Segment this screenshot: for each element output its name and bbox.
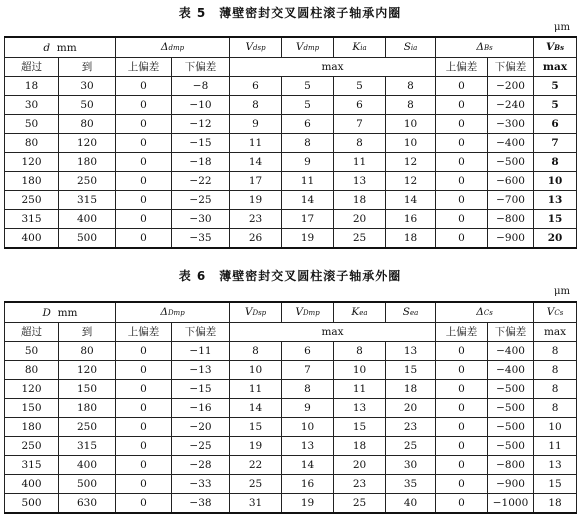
table6-lower-header: 下偏差 (172, 323, 230, 342)
table-row (5, 342, 577, 361)
table5-cell-to: 80 (59, 115, 116, 134)
table6-cell-s: 25 (386, 437, 436, 456)
table5-cell-s: 16 (386, 210, 436, 229)
table-row (5, 115, 577, 134)
table6-cell-v-mp: 10 (282, 418, 334, 437)
table5-cell-v-sp: 11 (230, 134, 282, 153)
table5-cell-lower-dev: −10 (172, 96, 230, 115)
table5-vdsp-header: Vdsp (230, 37, 282, 58)
table5-cell-upper-dev: 0 (116, 96, 172, 115)
table5-lower2-header: 下偏差 (488, 58, 534, 77)
table5-cell-s: 8 (386, 96, 436, 115)
table6-cell-lower-dev: −33 (172, 475, 230, 494)
table6-delta-Dmp-header: ΔDmp (116, 302, 230, 323)
table6-cell-lower-dev: −15 (172, 380, 230, 399)
table6-cell-over: 120 (5, 380, 59, 399)
table5-d-header: d mm (5, 37, 116, 58)
table6-cell-upper-dev: 0 (116, 361, 172, 380)
table6-cell-v-mp: 16 (282, 475, 334, 494)
table-row (5, 191, 577, 210)
table5-cell-v-mp: 17 (282, 210, 334, 229)
table5-cell-to: 500 (59, 229, 116, 249)
table6-cell-s: 23 (386, 418, 436, 437)
table6-cell-v-max: 15 (534, 475, 577, 494)
table6-delta-cs-header: ΔCs (436, 302, 534, 323)
table5-cell-to: 30 (59, 77, 116, 96)
table5-cell-s: 18 (386, 229, 436, 249)
table5-cell-over: 80 (5, 134, 59, 153)
table6-cell-v-sp: 25 (230, 475, 282, 494)
table5-sia-header: Sia (386, 37, 436, 58)
table6-vDsp-header: VDsp (230, 302, 282, 323)
table-row (5, 229, 577, 249)
table5-cell-lower-dev: −18 (172, 153, 230, 172)
table5-cell-k: 13 (334, 172, 386, 191)
table6-cell-to: 120 (59, 361, 116, 380)
table6-cell-upper-dev: 0 (116, 494, 172, 514)
table6-cell-lower-dev: −13 (172, 361, 230, 380)
table5-max-header: max (230, 58, 436, 77)
table6-cell-s: 40 (386, 494, 436, 514)
table6-cell-upper-dev: 0 (116, 380, 172, 399)
table6-cell-k: 18 (334, 437, 386, 456)
table6-kea-header: Kea (334, 302, 386, 323)
table6-cell-over: 180 (5, 418, 59, 437)
table5-cell-lower-dev2: −240 (488, 96, 534, 115)
table5-cell-k: 7 (334, 115, 386, 134)
table6-upper2-header: 上偏差 (436, 323, 488, 342)
table6-header-row1 (5, 302, 577, 323)
table6-cell-lower-dev2: −400 (488, 361, 534, 380)
table5-cell-upper-dev: 0 (116, 172, 172, 191)
table6-cell-upper-dev: 0 (116, 456, 172, 475)
table5-cell-upper-dev2: 0 (436, 172, 488, 191)
table5-cell-v-max: 20 (534, 229, 577, 249)
table6-cell-v-sp: 22 (230, 456, 282, 475)
table6-cell-v-max: 18 (534, 494, 577, 514)
table5-cell-over: 50 (5, 115, 59, 134)
table6-cell-v-mp: 8 (282, 380, 334, 399)
table5-body (5, 77, 577, 249)
table5-cell-upper-dev2: 0 (436, 210, 488, 229)
table6-cell-lower-dev2: −400 (488, 342, 534, 361)
table6-cell-v-max: 8 (534, 399, 577, 418)
table5-cell-v-sp: 17 (230, 172, 282, 191)
table5-cell-upper-dev: 0 (116, 210, 172, 229)
table5-cell-v-max: 7 (534, 134, 577, 153)
table5-cell-lower-dev: −30 (172, 210, 230, 229)
table6-cell-to: 630 (59, 494, 116, 514)
table5-cell-upper-dev: 0 (116, 134, 172, 153)
table6-lower2-header: 下偏差 (488, 323, 534, 342)
table6-sea-header: Sea (386, 302, 436, 323)
table5-cell-upper-dev: 0 (116, 153, 172, 172)
table5-title: 表 5 薄壁密封交叉圆柱滚子轴承内圈 (178, 6, 402, 20)
table6-cell-upper-dev2: 0 (436, 418, 488, 437)
table6-cell-s: 18 (386, 380, 436, 399)
table5-cell-k: 20 (334, 210, 386, 229)
table6-cell-s: 30 (386, 456, 436, 475)
table5-cell-upper-dev2: 0 (436, 77, 488, 96)
table6-cell-s: 35 (386, 475, 436, 494)
table5 (4, 36, 577, 249)
table6-cell-v-sp: 11 (230, 380, 282, 399)
table5-cell-s: 14 (386, 191, 436, 210)
table6-cell-v-max: 8 (534, 342, 577, 361)
table6-cell-v-max: 10 (534, 418, 577, 437)
table-row (5, 399, 577, 418)
table5-cell-v-max: 5 (534, 96, 577, 115)
table-row (5, 418, 577, 437)
table-row (5, 77, 577, 96)
table6-cell-over: 150 (5, 399, 59, 418)
table5-cell-over: 120 (5, 153, 59, 172)
table5-cell-v-max: 5 (534, 77, 577, 96)
table-row (5, 134, 577, 153)
table5-cell-over: 315 (5, 210, 59, 229)
table6-cell-v-sp: 31 (230, 494, 282, 514)
table5-vdmp-header: Vdmp (282, 37, 334, 58)
table6-cell-lower-dev: −25 (172, 437, 230, 456)
table5-upper2-header: 上偏差 (436, 58, 488, 77)
table6-D-header: D mm (5, 302, 116, 323)
table5-cell-upper-dev2: 0 (436, 115, 488, 134)
table5-cell-to: 400 (59, 210, 116, 229)
table5-delta-dmp-header: Δdmp (116, 37, 230, 58)
table6-cell-upper-dev: 0 (116, 418, 172, 437)
table-row (5, 210, 577, 229)
table-row (5, 361, 577, 380)
table6-cell-to: 400 (59, 456, 116, 475)
table5-cell-over: 30 (5, 96, 59, 115)
table5-cell-v-max: 10 (534, 172, 577, 191)
table5-cell-k: 5 (334, 77, 386, 96)
table6-cell-to: 180 (59, 399, 116, 418)
table6-body (5, 342, 577, 514)
table5-cell-to: 50 (59, 96, 116, 115)
table-row (5, 437, 577, 456)
table5-to-header: 到 (59, 58, 116, 77)
table6-cell-lower-dev2: −1000 (488, 494, 534, 514)
table6-cell-k: 10 (334, 361, 386, 380)
table6-cell-s: 15 (386, 361, 436, 380)
table6-cell-v-max: 8 (534, 380, 577, 399)
table5-cell-lower-dev: −15 (172, 134, 230, 153)
table6-cell-s: 20 (386, 399, 436, 418)
table5-cell-lower-dev: −12 (172, 115, 230, 134)
table6-unit: μm (554, 286, 570, 297)
table5-cell-v-sp: 9 (230, 115, 282, 134)
table6-cell-upper-dev: 0 (116, 342, 172, 361)
table5-cell-v-sp: 14 (230, 153, 282, 172)
table5-cell-k: 18 (334, 191, 386, 210)
table5-cell-upper-dev2: 0 (436, 191, 488, 210)
table6-cell-to: 250 (59, 418, 116, 437)
table5-cell-k: 25 (334, 229, 386, 249)
table5-cell-upper-dev2: 0 (436, 96, 488, 115)
table5-cell-lower-dev2: −900 (488, 229, 534, 249)
table5-cell-v-mp: 5 (282, 96, 334, 115)
table6-cell-upper-dev: 0 (116, 437, 172, 456)
table5-cell-v-mp: 8 (282, 134, 334, 153)
table5-cell-v-max: 8 (534, 153, 577, 172)
table6-cell-v-max: 13 (534, 456, 577, 475)
table6-over-header: 超过 (5, 323, 59, 342)
table6-cell-lower-dev: −20 (172, 418, 230, 437)
table-row (5, 172, 577, 191)
table5-over-header: 超过 (5, 58, 59, 77)
table6-cell-v-mp: 14 (282, 456, 334, 475)
table6-cell-lower-dev: −28 (172, 456, 230, 475)
table6-cell-upper-dev2: 0 (436, 437, 488, 456)
table5-cell-lower-dev2: −200 (488, 77, 534, 96)
table5-cell-lower-dev: −8 (172, 77, 230, 96)
table6-cell-upper-dev2: 0 (436, 361, 488, 380)
table-row (5, 494, 577, 514)
table6-cell-upper-dev2: 0 (436, 342, 488, 361)
table5-cell-k: 11 (334, 153, 386, 172)
table6-cell-v-sp: 15 (230, 418, 282, 437)
table5-cell-over: 250 (5, 191, 59, 210)
table5-cell-lower-dev: −22 (172, 172, 230, 191)
table6-cell-upper-dev2: 0 (436, 399, 488, 418)
table6-cell-lower-dev2: −900 (488, 475, 534, 494)
table6-cell-v-max: 8 (534, 361, 577, 380)
table6-max-header: max (230, 323, 436, 342)
table6-cell-lower-dev2: −800 (488, 456, 534, 475)
table6-vDmp-header: VDmp (282, 302, 334, 323)
table6-cell-v-sp: 19 (230, 437, 282, 456)
table6-cell-k: 15 (334, 418, 386, 437)
table5-cell-v-max: 15 (534, 210, 577, 229)
table6-cell-lower-dev: −16 (172, 399, 230, 418)
table5-cell-upper-dev: 0 (116, 191, 172, 210)
table6-cell-over: 315 (5, 456, 59, 475)
table5-cell-upper-dev: 0 (116, 115, 172, 134)
table6-cell-lower-dev2: −500 (488, 380, 534, 399)
table6-cell-v-mp: 7 (282, 361, 334, 380)
table5-lower-header: 下偏差 (172, 58, 230, 77)
table5-cell-v-sp: 6 (230, 77, 282, 96)
table6-cell-s: 13 (386, 342, 436, 361)
table5-cell-k: 6 (334, 96, 386, 115)
table5-cell-v-mp: 19 (282, 229, 334, 249)
table5-max2-header: max (534, 58, 577, 77)
table-row (5, 456, 577, 475)
table5-cell-v-mp: 11 (282, 172, 334, 191)
table6-cell-over: 500 (5, 494, 59, 514)
table6-cell-k: 20 (334, 456, 386, 475)
table6-cell-upper-dev2: 0 (436, 380, 488, 399)
table-row (5, 153, 577, 172)
table5-cell-v-mp: 14 (282, 191, 334, 210)
table5-cell-upper-dev2: 0 (436, 229, 488, 249)
table5-cell-v-mp: 5 (282, 77, 334, 96)
table6-cell-upper-dev2: 0 (436, 456, 488, 475)
table5-cell-v-mp: 9 (282, 153, 334, 172)
table5-cell-to: 315 (59, 191, 116, 210)
table6-header-row2 (5, 323, 577, 342)
table5-cell-v-sp: 19 (230, 191, 282, 210)
table-row (5, 475, 577, 494)
table5-cell-v-sp: 8 (230, 96, 282, 115)
table5-cell-to: 120 (59, 134, 116, 153)
table5-vbs-header: VBs (534, 37, 577, 58)
table6-cell-lower-dev: −38 (172, 494, 230, 514)
table5-cell-lower-dev2: −300 (488, 115, 534, 134)
table6-cell-upper-dev: 0 (116, 399, 172, 418)
table5-cell-lower-dev2: −600 (488, 172, 534, 191)
table-row (5, 380, 577, 399)
table5-cell-to: 250 (59, 172, 116, 191)
table5-cell-v-mp: 6 (282, 115, 334, 134)
table-row (5, 96, 577, 115)
table5-cell-v-max: 6 (534, 115, 577, 134)
table5-cell-over: 18 (5, 77, 59, 96)
table6-cell-over: 50 (5, 342, 59, 361)
table6-cell-v-sp: 8 (230, 342, 282, 361)
table6-cell-to: 150 (59, 380, 116, 399)
table5-upper-header: 上偏差 (116, 58, 172, 77)
table6-cell-upper-dev2: 0 (436, 494, 488, 514)
table5-cell-s: 8 (386, 77, 436, 96)
table6-title: 表 6 薄壁密封交叉圆柱滚子轴承外圈 (178, 269, 402, 283)
table6-cell-over: 80 (5, 361, 59, 380)
table5-cell-v-sp: 23 (230, 210, 282, 229)
table5-cell-lower-dev2: −800 (488, 210, 534, 229)
table6-cell-v-sp: 10 (230, 361, 282, 380)
table6-cell-k: 11 (334, 380, 386, 399)
table6-cell-v-mp: 6 (282, 342, 334, 361)
table5-cell-v-max: 13 (534, 191, 577, 210)
table6-cell-v-mp: 9 (282, 399, 334, 418)
table5-cell-to: 180 (59, 153, 116, 172)
table5-unit: μm (554, 22, 570, 33)
table6-cell-to: 315 (59, 437, 116, 456)
table5-cell-lower-dev: −35 (172, 229, 230, 249)
table5-header-row2 (5, 58, 577, 77)
table5-cell-over: 180 (5, 172, 59, 191)
table5-cell-lower-dev2: −400 (488, 134, 534, 153)
table6-cell-k: 8 (334, 342, 386, 361)
table5-cell-v-sp: 26 (230, 229, 282, 249)
table6-vcs-header: VCs (534, 302, 577, 323)
table5-cell-k: 8 (334, 134, 386, 153)
table6-cell-v-sp: 14 (230, 399, 282, 418)
table6-cell-lower-dev: −11 (172, 342, 230, 361)
table6-cell-v-mp: 19 (282, 494, 334, 514)
table6-cell-to: 80 (59, 342, 116, 361)
table5-header-row1 (5, 37, 577, 58)
table5-cell-over: 400 (5, 229, 59, 249)
table6 (4, 301, 577, 514)
table6-cell-over: 400 (5, 475, 59, 494)
table5-cell-lower-dev: −25 (172, 191, 230, 210)
table5-cell-upper-dev: 0 (116, 229, 172, 249)
table6-cell-k: 13 (334, 399, 386, 418)
table5-delta-bs-header: ΔBs (436, 37, 534, 58)
table5-cell-upper-dev2: 0 (436, 134, 488, 153)
table6-cell-v-mp: 13 (282, 437, 334, 456)
table6-to-header: 到 (59, 323, 116, 342)
table6-cell-lower-dev2: −500 (488, 418, 534, 437)
table5-cell-s: 10 (386, 134, 436, 153)
table5-cell-s: 10 (386, 115, 436, 134)
table5-cell-upper-dev2: 0 (436, 153, 488, 172)
table6-cell-upper-dev2: 0 (436, 475, 488, 494)
table6-cell-lower-dev2: −500 (488, 437, 534, 456)
table5-kia-header: Kia (334, 37, 386, 58)
table5-cell-upper-dev: 0 (116, 77, 172, 96)
table6-max2-header: max (534, 323, 577, 342)
table6-cell-upper-dev: 0 (116, 475, 172, 494)
table6-cell-to: 500 (59, 475, 116, 494)
table6-cell-lower-dev2: −500 (488, 399, 534, 418)
table6-upper-header: 上偏差 (116, 323, 172, 342)
table5-cell-s: 12 (386, 153, 436, 172)
table5-cell-lower-dev2: −700 (488, 191, 534, 210)
table6-cell-v-max: 11 (534, 437, 577, 456)
table6-cell-k: 23 (334, 475, 386, 494)
table6-cell-over: 250 (5, 437, 59, 456)
table5-cell-s: 12 (386, 172, 436, 191)
table6-cell-k: 25 (334, 494, 386, 514)
table5-cell-lower-dev2: −500 (488, 153, 534, 172)
